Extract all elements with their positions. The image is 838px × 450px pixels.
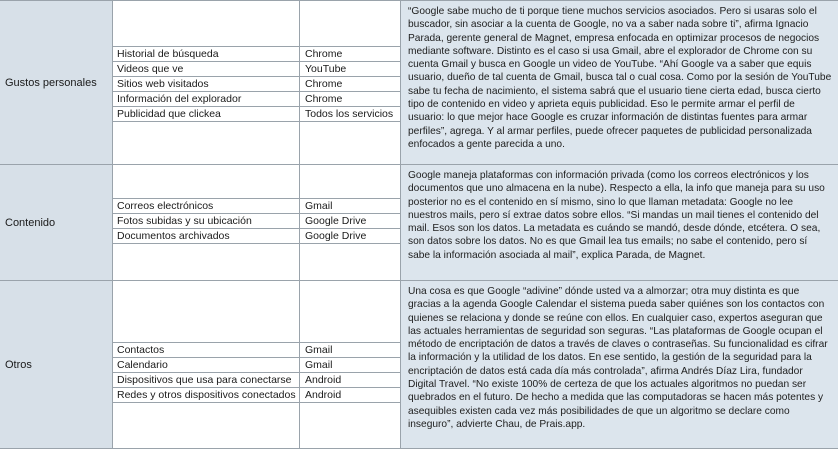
service-name: YouTube <box>305 63 347 75</box>
service-name: Chrome <box>305 48 343 60</box>
service-name: Gmail <box>305 344 333 356</box>
service-name: Gmail <box>305 200 333 212</box>
items-cell <box>113 1 401 164</box>
category-cell <box>0 281 113 448</box>
data-item: Videos que ve <box>117 63 184 75</box>
category-label: Gustos personales <box>5 76 97 89</box>
table-row <box>113 106 400 122</box>
section-contenido <box>0 165 838 281</box>
item-list <box>113 46 400 122</box>
table-row <box>113 198 400 213</box>
section-gustos-personales <box>0 1 838 165</box>
service-name: Google Drive <box>305 215 367 227</box>
data-item: Información del explorador <box>117 93 242 105</box>
table-row <box>113 46 400 61</box>
service-name: Todos los servicios <box>305 108 394 120</box>
data-item: Publicidad que clickea <box>117 108 221 120</box>
data-item: Sitios web visitados <box>117 78 209 90</box>
category-cell <box>0 165 113 280</box>
description-text: “Google sabe mucho de ti porque tiene muchos servicios asociados. Pero si usaras solo el buscador, sin asociar a la cuenta de Google, no va a saber nada sobre ti”, afirma Ignacio Parada, gerente general de Magnet, empresa enfocada en optimizar procesos de negocios mediante software. Distinto es el caso si usa Gmail, abre el explorador de Chrome con su cuenta Gmail y busca en Google un video de YouTube. “Ahí Google va a saber que equis usuario, dueño de tal cuenta de Gmail, busca tal o cual cosa. Como por la sesión de YouTube sabe tu fecha de nacimiento, el sistema sabrá que el usuario tiene cierta edad, busca cierto tipo de contenido en video y aprieta equis publicidad. Eso le permite armar el perfil de usuario: lo que mejor hace Google es cruzar información de distintas fuentes para armar perfiles”, agrega. Y al armar perfiles, puede ofrecer paquetes de publicidad personalizada enfocados a gente parecida a uno. <box>408 6 832 150</box>
description-cell <box>401 165 838 280</box>
description-cell <box>401 281 838 448</box>
data-item: Redes y otros dispositivos conectados <box>117 389 296 401</box>
service-name: Google Drive <box>305 230 367 242</box>
data-item: Calendario <box>117 359 168 371</box>
description-text: Una cosa es que Google “adivine” dónde usted va a almorzar; otra muy distinta es que gracias a la agenda Google Calendar el sistema pueda saber quiénes son los contactos con quienes se relaciona y donde se reúne con ellos. En cualquier caso, expertos aseguran que las actuales herramientas de seguridad son seguras. “Las plataformas de Google ocupan el método de encriptación de datos a través de claves o contraseñas. Su funcionalidad es cifrar la información y la utilidad de los datos. En ese sentido, la gestión de la seguridad para la encriptación de datos está cada día más controlada”, afirma Andrés Díaz Lira, fundador Digital Travel. “No existe 100% de certeza de que los actuales algoritmos no puedan ser quebrados en el futuro. De hecho a medida que las computadoras se hacen más potentes y asequibles existen cada vez más posibilidades de que un algoritmo se declare como inseguro”, advierte Chau, de Prais.app. <box>408 286 828 430</box>
category-label: Contenido <box>5 216 56 229</box>
service-name: Chrome <box>305 93 343 105</box>
table-row <box>113 228 400 244</box>
category-label: Otros <box>5 358 32 371</box>
data-item: Fotos subidas y su ubicación <box>117 215 252 227</box>
service-name: Gmail <box>305 359 333 371</box>
table-row <box>113 357 400 372</box>
items-cell <box>113 281 401 448</box>
table-row <box>113 213 400 228</box>
item-list <box>113 198 400 244</box>
description-text: Google maneja plataformas con información privada (como los correos electrónicos y los documentos que uno almacena en la nube). Respecto a ella, la info que maneja para su uso posterior no es el contenido en sí mismo, sino lo que llaman metadata: Google no lee nuestros mails, pero sí extrae datos sobre ellos. “Si mandas un mail tienes el contenido del mail. Esos son los datos. La metadata es cuándo se mandó, desde dónde, etcétera. O sea, son datos sobre los datos. No es que Gmail lea tus emails; no sabe el contenido, pero sí sabe la información asociada al mail”, explica Parada, de Magnet. <box>408 170 825 261</box>
section-otros <box>0 281 838 449</box>
data-item: Contactos <box>117 344 165 356</box>
category-cell <box>0 1 113 164</box>
table-row <box>113 372 400 387</box>
table-row <box>113 76 400 91</box>
table-row <box>113 91 400 106</box>
description-cell <box>401 1 838 164</box>
service-name: Android <box>305 389 342 401</box>
table-row <box>113 342 400 357</box>
table-row <box>113 61 400 76</box>
items-cell <box>113 165 401 280</box>
data-item: Correos electrónicos <box>117 200 214 212</box>
service-name: Android <box>305 374 342 386</box>
data-item: Dispositivos que usa para conectarse <box>117 374 292 386</box>
data-item: Documentos archivados <box>117 230 230 242</box>
table-row <box>113 387 400 403</box>
service-name: Chrome <box>305 78 343 90</box>
item-list <box>113 342 400 403</box>
data-item: Historial de búsqueda <box>117 48 219 60</box>
